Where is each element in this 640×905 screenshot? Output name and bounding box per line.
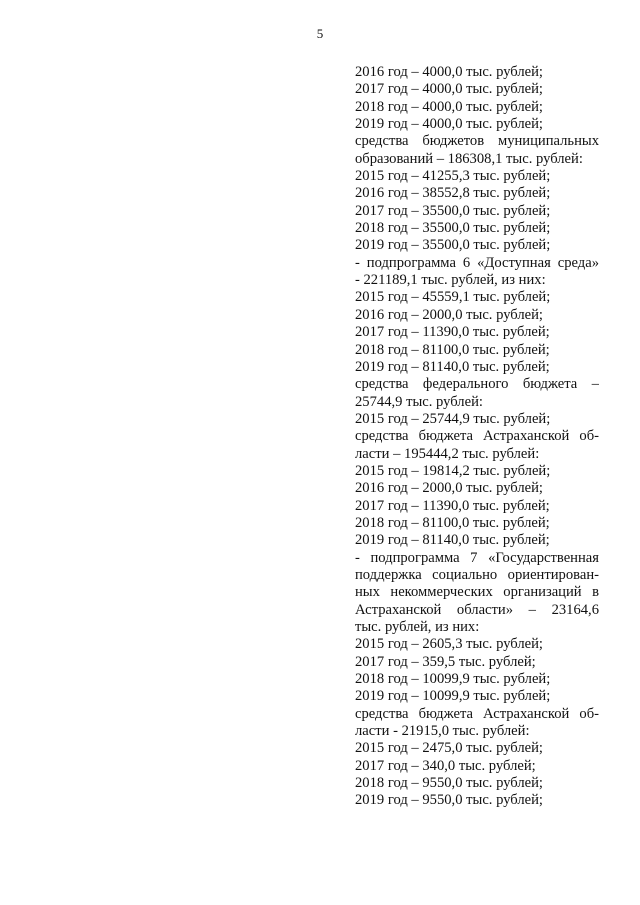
text-line: 2018 год – 4000,0 тыс. рублей; (355, 98, 543, 115)
text-line: Астраханской области» – 23164,6 (355, 601, 599, 618)
text-line: 2018 год – 81100,0 тыс. рублей; (355, 341, 550, 358)
text-line: 2017 год – 11390,0 тыс. рублей; (355, 324, 550, 341)
text-line: 2017 год – 11390,0 тыс. рублей; (355, 497, 550, 514)
text-line: - подпрограмма 7 «Государственная (355, 549, 599, 566)
text-line: 2015 год – 45559,1 тыс. рублей; (355, 289, 551, 306)
text-line: 2016 год – 4000,0 тыс. рублей; (355, 64, 543, 80)
text-line: ласти - 21915,0 тыс. рублей: (355, 723, 530, 740)
text-line: средства бюджета Астраханской об- (355, 705, 599, 722)
text-line: средства бюджетов муниципальных (355, 133, 599, 150)
text-line: 2015 год – 41255,3 тыс. рублей; (355, 168, 551, 185)
text-line: 2016 год – 2000,0 тыс. рублей; (355, 480, 543, 497)
text-line: 2015 год – 2475,0 тыс. рублей; (355, 740, 543, 757)
text-line: образований – 186308,1 тыс. рублей: (355, 150, 583, 167)
text-line: 2017 год – 340,0 тыс. рублей; (355, 757, 536, 774)
document-text-column (355, 64, 599, 810)
text-line: 2019 год – 4000,0 тыс. рублей; (355, 116, 543, 133)
text-line: - подпрограмма 6 «Доступная среда» (355, 254, 599, 271)
text-line: 2018 год – 10099,9 тыс. рублей; (355, 671, 551, 688)
text-line: 2016 год – 38552,8 тыс. рублей; (355, 185, 551, 202)
text-line: 2015 год – 19814,2 тыс. рублей; (355, 462, 551, 479)
text-line: 2018 год – 35500,0 тыс. рублей; (355, 220, 551, 237)
text-line: 2019 год – 10099,9 тыс. рублей; (355, 688, 551, 705)
text-line: 2019 год – 81140,0 тыс. рублей; (355, 532, 550, 549)
text-line: 2017 год – 359,5 тыс. рублей; (355, 653, 536, 670)
text-line: средства бюджета Астраханской об- (355, 428, 599, 445)
text-line: 2015 год – 25744,9 тыс. рублей; (355, 410, 551, 427)
text-line: 25744,9 тыс. рублей: (355, 393, 483, 410)
text-line: ных некоммерческих организаций в (355, 584, 599, 601)
text-line: ласти – 195444,2 тыс. рублей: (355, 445, 540, 462)
text-line: - 221189,1 тыс. рублей, из них: (355, 272, 546, 289)
text-line: 2019 год – 35500,0 тыс. рублей; (355, 237, 551, 254)
text-line: 2018 год – 9550,0 тыс. рублей; (355, 775, 543, 792)
text-line: средства федерального бюджета – (355, 376, 599, 393)
text-line: 2017 год – 35500,0 тыс. рублей; (355, 202, 551, 219)
page-number: 5 (316, 26, 324, 41)
text-line: тыс. рублей, из них: (355, 619, 480, 635)
text-line: 2018 год – 81100,0 тыс. рублей; (355, 514, 550, 531)
text-line: 2016 год – 2000,0 тыс. рублей; (355, 306, 543, 323)
text-line: 2017 год – 4000,0 тыс. рублей; (355, 81, 543, 98)
text-line: 2015 год – 2605,3 тыс. рублей; (355, 636, 543, 653)
text-line: поддержка социально ориентирован- (355, 566, 599, 583)
text-line: 2019 год – 9550,0 тыс. рублей; (355, 792, 543, 809)
text-line: 2019 год – 81140,0 тыс. рублей; (355, 358, 550, 375)
